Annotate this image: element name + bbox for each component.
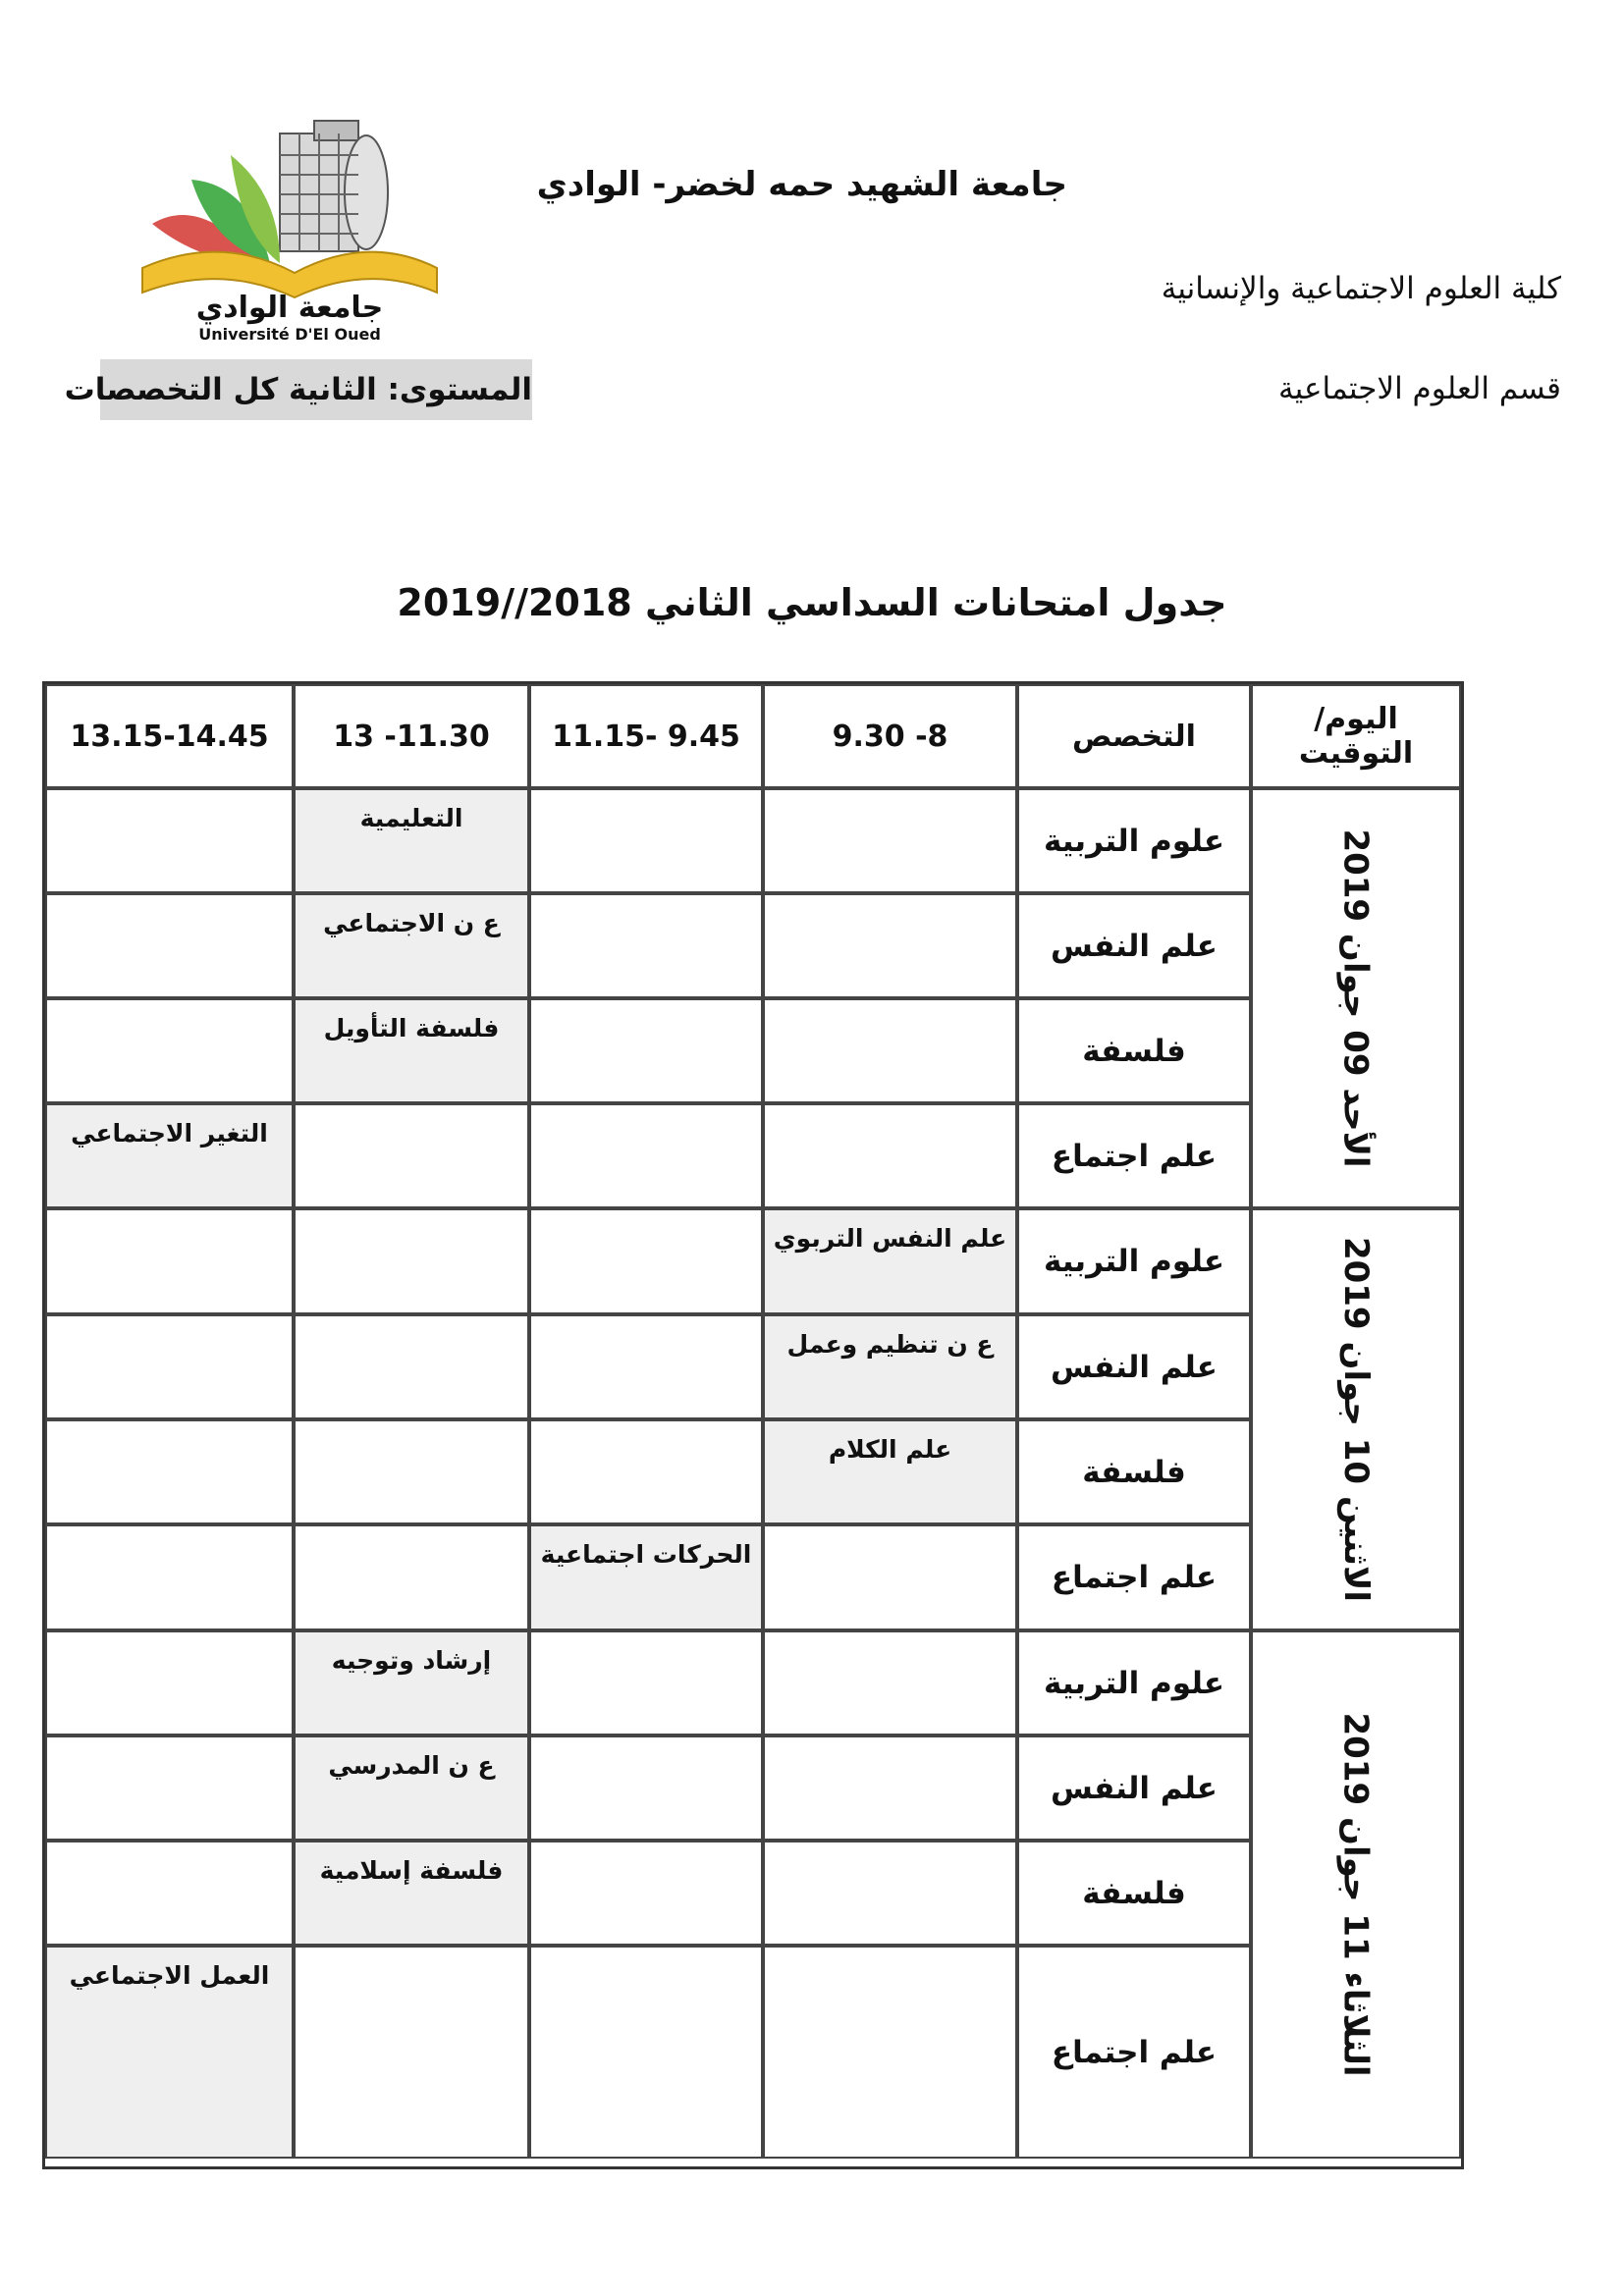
exam-cell-text: التعليمية (359, 804, 463, 832)
exam-cell (294, 1841, 529, 1946)
exam-cell (529, 1314, 763, 1419)
exam-cell (294, 893, 529, 998)
exam-cell (45, 1103, 294, 1208)
exam-cell (45, 998, 294, 1103)
university-logo (133, 116, 447, 347)
specialty-cell-text: علم اجتماع (1051, 2034, 1218, 2070)
exam-cell-text: العمل الاجتماعي (69, 1961, 270, 1990)
day-cell (1251, 1630, 1461, 2159)
header-time-slot-text: 8- 9.30 (832, 719, 948, 754)
svg-text:Université D'El Oued: Université D'El Oued (198, 325, 381, 344)
specialty-cell (1017, 1630, 1251, 1735)
exam-cell (45, 1630, 294, 1735)
specialty-cell-text: علم اجتماع (1051, 1138, 1218, 1174)
exam-cell (763, 1314, 1017, 1419)
exam-cell (294, 1735, 529, 1841)
exam-cell-text: ع ن الاجتماعي (323, 909, 500, 937)
exam-cell-text: إرشاد وتوجيه (331, 1646, 492, 1675)
exam-cell (45, 1524, 294, 1630)
exam-cell (763, 1841, 1017, 1946)
specialty-cell-text: علم اجتماع (1051, 1560, 1218, 1595)
day-label: الاثنين 10 جوان 2019 (1335, 1236, 1376, 1603)
specialty-cell (1017, 1103, 1251, 1208)
exam-cell (294, 1314, 529, 1419)
exam-cell (763, 893, 1017, 998)
exam-cell (763, 788, 1017, 893)
exam-cell (294, 1208, 529, 1314)
exam-cell (45, 1419, 294, 1524)
exam-cell-text: ع ن تنظيم وعمل (786, 1330, 994, 1359)
exam-cell (45, 1314, 294, 1419)
exam-cell (529, 1208, 763, 1314)
day-cell (1251, 788, 1461, 1208)
exam-cell (45, 1735, 294, 1841)
specialty-cell-text: علوم التربية (1043, 823, 1225, 859)
exam-cell (529, 1946, 763, 2159)
specialty-cell (1017, 1208, 1251, 1314)
exam-cell-text: علم النفس التربوي (773, 1224, 1007, 1253)
specialty-cell-text: علم النفس (1051, 1349, 1218, 1385)
exam-cell (763, 998, 1017, 1103)
exam-cell-text: ع ن المدرسي (328, 1751, 495, 1780)
exam-cell (763, 1735, 1017, 1841)
specialty-cell-text: فلسفة (1082, 1454, 1186, 1490)
specialty-cell (1017, 1946, 1251, 2159)
specialty-cell (1017, 1841, 1251, 1946)
header-time-slot (294, 684, 529, 788)
exam-cell (45, 893, 294, 998)
exam-cell (529, 1103, 763, 1208)
exam-cell (763, 1419, 1017, 1524)
exam-cell (763, 1524, 1017, 1630)
exam-cell (294, 1419, 529, 1524)
faculty-name: كلية العلوم الاجتماعية والإنسانية (1161, 271, 1561, 306)
header-specialty (1017, 684, 1251, 788)
exam-cell (294, 788, 529, 893)
header-day-time-text: اليوم/ التوقيت (1298, 702, 1414, 771)
exam-cell (294, 1946, 529, 2159)
exam-cell (45, 1208, 294, 1314)
header-time-slot (45, 684, 294, 788)
level-label: المستوى: الثانية كل التخصصات (100, 359, 532, 420)
exam-cell-text: فلسفة التأويل (323, 1014, 500, 1042)
exam-cell (294, 1630, 529, 1735)
exam-cell (529, 998, 763, 1103)
exam-cell (763, 1946, 1017, 2159)
day-label: الأحد 09 جوان 2019 (1336, 828, 1376, 1168)
exam-cell (529, 893, 763, 998)
exam-cell (294, 998, 529, 1103)
specialty-cell (1017, 1735, 1251, 1841)
day-label: الثلاثاء 11 جوان 2019 (1335, 1712, 1376, 2077)
exam-cell-text: التغير الاجتماعي (71, 1119, 268, 1148)
header-time-slot (763, 684, 1017, 788)
exam-cell (529, 1419, 763, 1524)
specialty-cell-text: فلسفة (1082, 1875, 1186, 1911)
header-specialty-text: التخصص (1072, 719, 1196, 754)
specialty-cell-text: علوم التربية (1043, 1665, 1225, 1701)
specialty-cell (1017, 1419, 1251, 1524)
header-time-slot-text: 9.45 -11.15 (552, 719, 740, 754)
exam-cell-text: فلسفة إسلامية (319, 1856, 504, 1885)
specialty-cell-text: علم النفس (1051, 928, 1218, 964)
header-time-slot (529, 684, 763, 788)
day-cell (1251, 1208, 1461, 1630)
exam-schedule-table (42, 681, 1464, 2169)
exam-cell (529, 1630, 763, 1735)
building-icon (280, 121, 388, 251)
specialty-cell (1017, 998, 1251, 1103)
exam-cell-text: علم الكلام (828, 1435, 952, 1464)
exam-cell (45, 788, 294, 893)
exam-cell (45, 1841, 294, 1946)
specialty-cell-text: فلسفة (1082, 1033, 1186, 1069)
page-title: جدول امتحانات السداسي الثاني 2018//2019 (397, 581, 1227, 624)
exam-cell (529, 1841, 763, 1946)
exam-cell-text: الحركات اجتماعية (540, 1540, 752, 1569)
exam-cell (529, 788, 763, 893)
specialty-cell (1017, 788, 1251, 893)
header-time-slot-text: 11.30- 13 (333, 719, 490, 754)
exam-cell (763, 1103, 1017, 1208)
exam-cell (294, 1103, 529, 1208)
svg-text:جامعة الوادي: جامعة الوادي (195, 291, 384, 325)
specialty-cell (1017, 1524, 1251, 1630)
exam-cell (529, 1735, 763, 1841)
exam-cell (763, 1630, 1017, 1735)
header-day-time (1251, 684, 1461, 788)
specialty-cell-text: علوم التربية (1043, 1244, 1225, 1279)
exam-cell (529, 1524, 763, 1630)
exam-cell (45, 1946, 294, 2159)
specialty-cell (1017, 1314, 1251, 1419)
exam-cell (763, 1208, 1017, 1314)
specialty-cell (1017, 893, 1251, 998)
exam-cell (294, 1524, 529, 1630)
university-name: جامعة الشهيد حمه لخضر- الوادي (536, 165, 1067, 204)
specialty-cell-text: علم النفس (1051, 1770, 1218, 1806)
department-name: قسم العلوم الاجتماعية (1278, 371, 1561, 406)
header-time-slot-text: 13.15-14.45 (70, 719, 269, 754)
